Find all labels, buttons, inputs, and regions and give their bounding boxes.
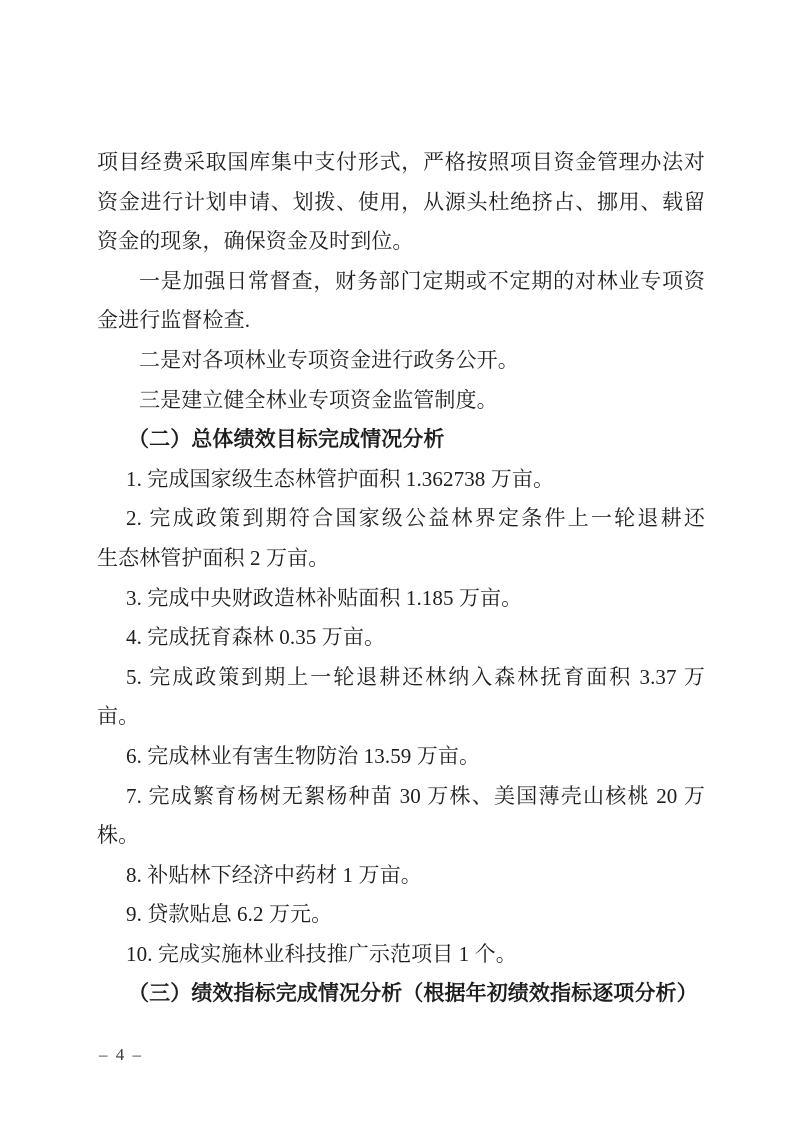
paragraph-line: 一是加强日常督查，财务部门定期或不定期的对林业专项资	[139, 268, 705, 293]
list-item-line: 10. 完成实施林业科技推广示范项目 1 个。	[126, 941, 517, 966]
list-item-line: 7. 完成繁育杨树无絮杨种苗 30 万株、美国薄壳山核桃 20 万	[126, 783, 705, 808]
paragraph-line: 三是建立健全林业专项资金监管制度。	[139, 387, 498, 412]
list-item-line: 2. 完成政策到期符合国家级公益林界定条件上一轮退耕还	[126, 506, 705, 531]
list-item-line: 生态林管护面积 2 万亩。	[97, 545, 330, 570]
list-item-line: 5. 完成政策到期上一轮退耕还林纳入森林抚育面积 3.37 万	[126, 664, 705, 689]
section-heading-3: （三）绩效指标完成情况分析（根据年初绩效指标逐项分析）	[128, 981, 698, 1006]
paragraph-line: 资金进行计划申请、划拨、使用，从源头杜绝挤占、挪用、载留	[97, 189, 705, 214]
paragraph-line: 资金的现象，确保资金及时到位。	[97, 229, 414, 254]
paragraph-line: 项目经费采取国库集中支付形式，严格按照项目资金管理办法对	[97, 150, 705, 174]
list-item-line: 3. 完成中央财政造林补贴面积 1.185 万亩。	[126, 585, 523, 610]
list-item-line: 8. 补贴林下经济中药材 1 万亩。	[126, 862, 422, 887]
page-number: – 4 –	[99, 1045, 143, 1064]
paragraph-line: 二是对各项林业专项资金进行政务公开。	[139, 347, 519, 372]
list-item-line: 1. 完成国家级生态林管护面积 1.362738 万亩。	[126, 466, 555, 491]
list-item-line: 4. 完成抚育森林 0.35 万亩。	[126, 625, 386, 650]
paragraph-line: 金进行监督检查.	[97, 308, 251, 333]
list-item-line: 6. 完成林业有害生物防治 13.59 万亩。	[126, 743, 481, 768]
document-body	[97, 143, 705, 1014]
section-heading-2: （二）总体绩效目标完成情况分析	[128, 427, 445, 452]
list-item-line: 亩。	[97, 704, 140, 729]
list-item-line: 9. 贷款贴息 6.2 万元。	[126, 902, 333, 927]
list-item-line: 株。	[97, 823, 140, 848]
